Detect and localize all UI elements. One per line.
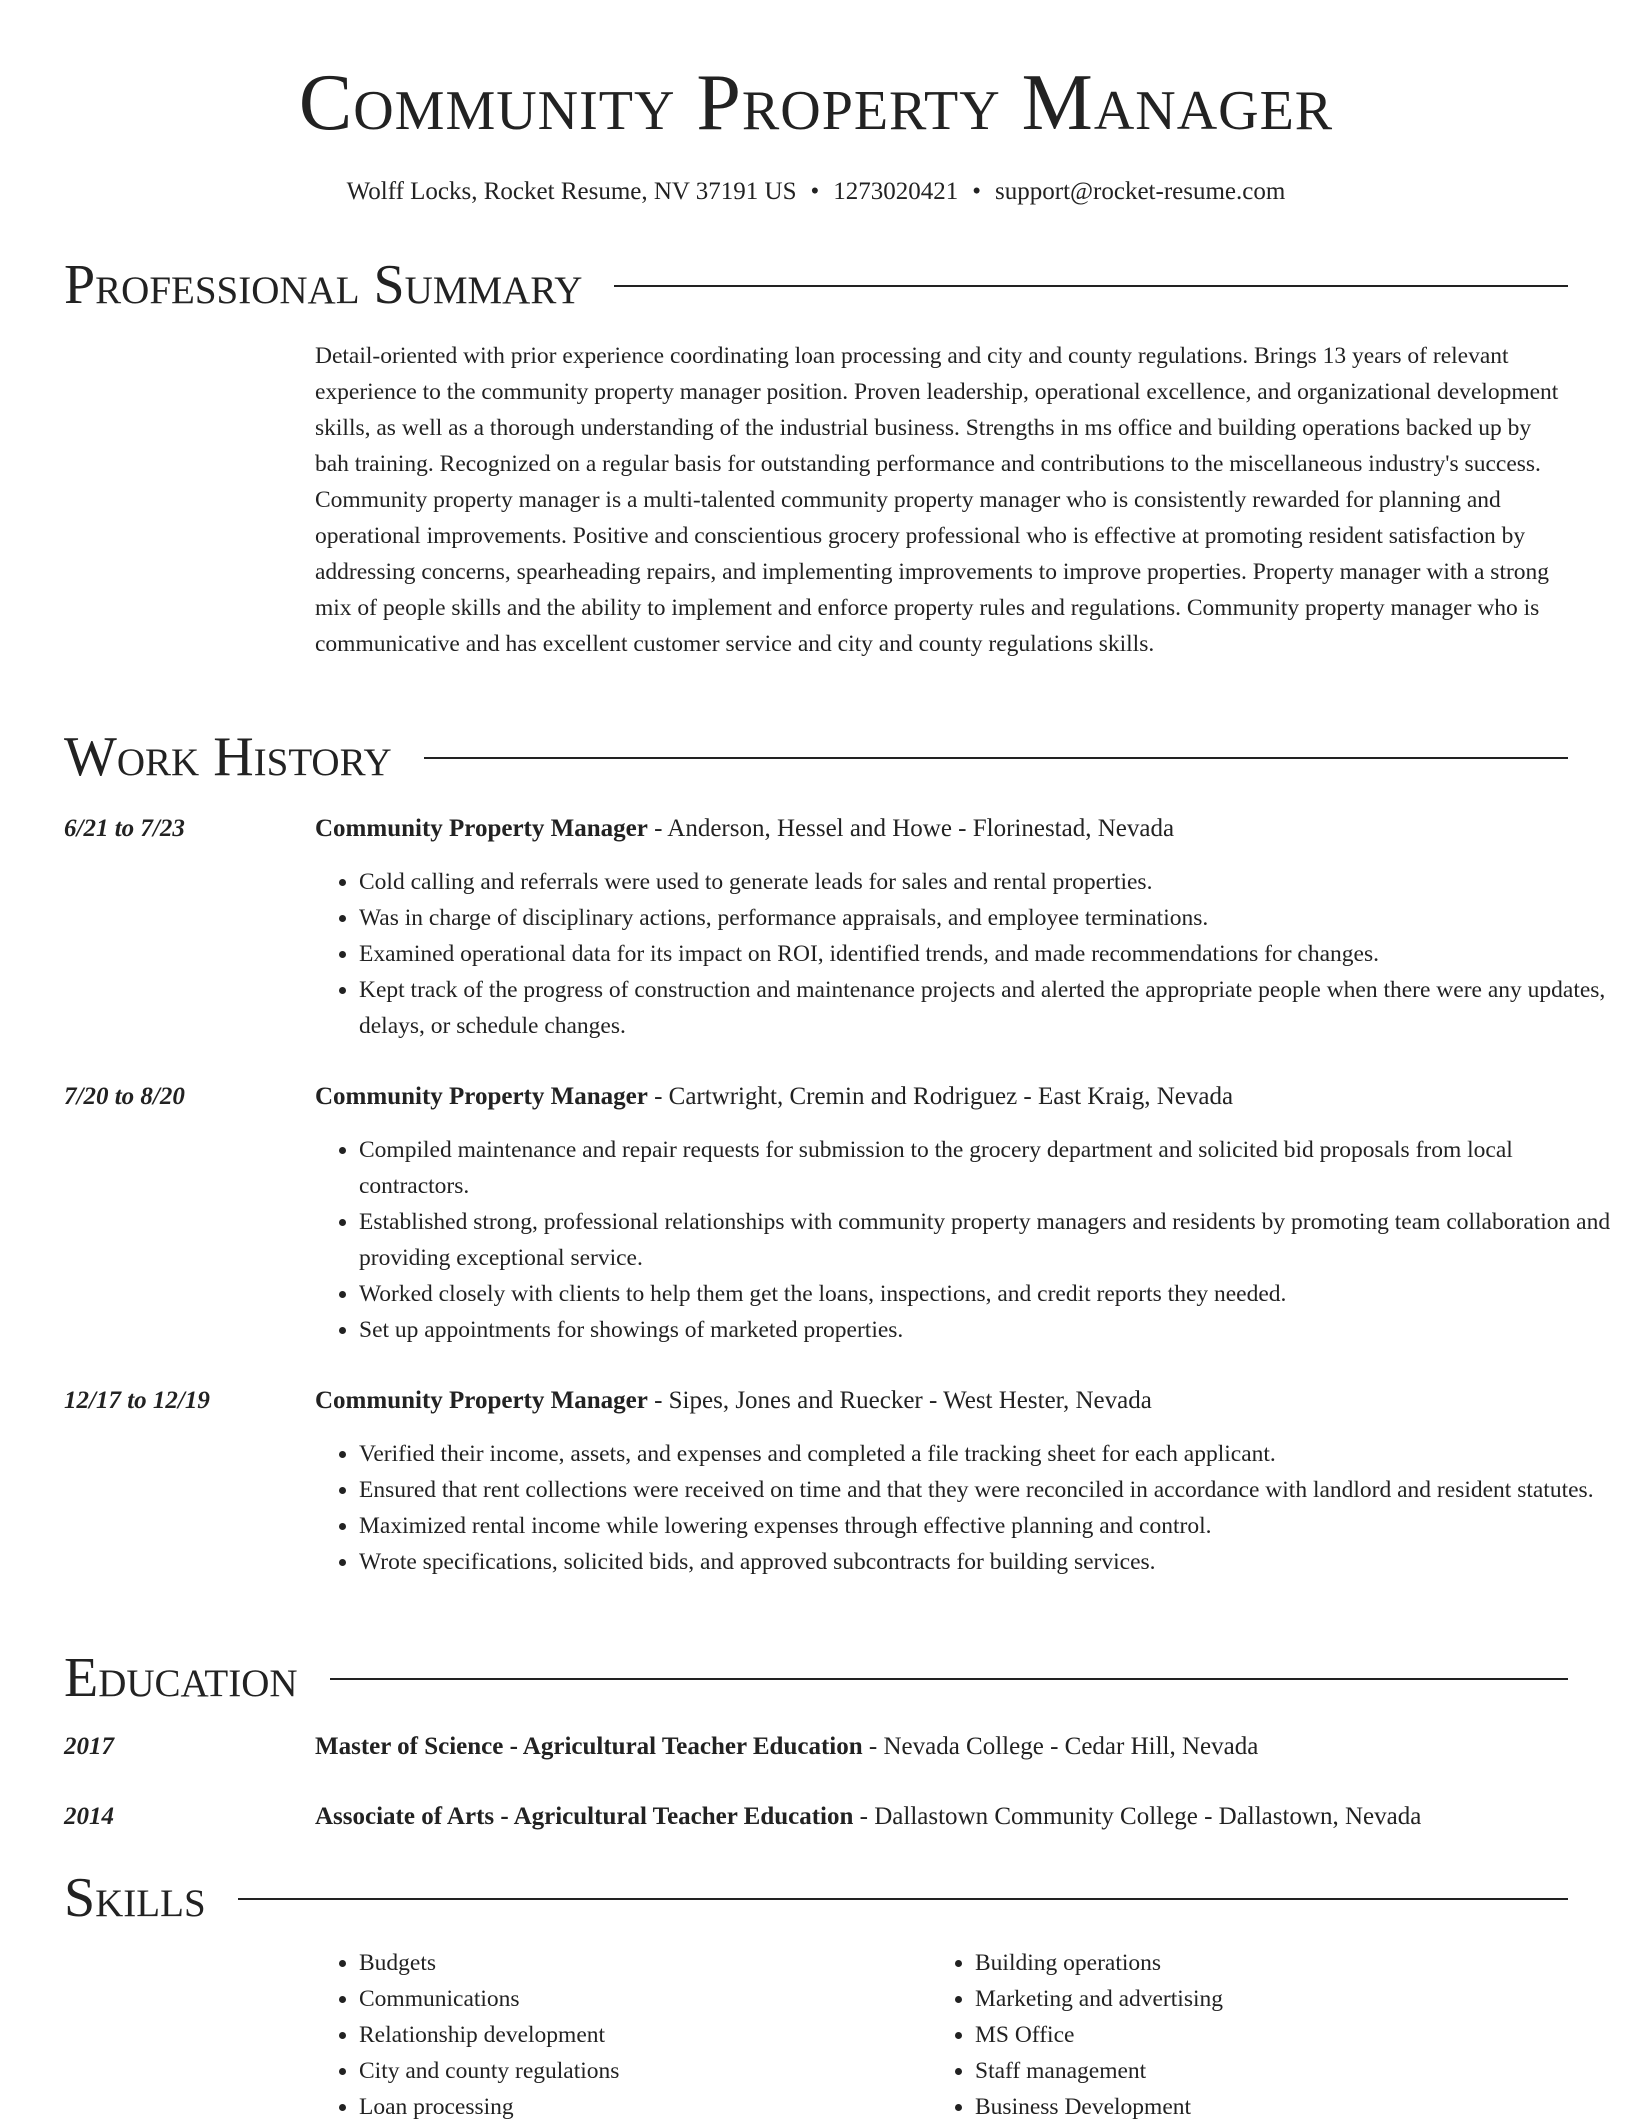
section-title: Work History — [64, 726, 392, 788]
education-date: 2017 — [64, 1733, 114, 1760]
skill-item: • MS Office — [975, 2017, 1575, 2053]
work-bullet: • Was in charge of disciplinary actions, performance appraisals, and employee terminations. — [359, 900, 1612, 936]
section-education — [64, 1645, 1568, 1711]
work-bullet: • Maximized rental income while lowering expenses through effective planning and control. — [359, 1508, 1612, 1544]
skill-item: • Marketing and advertising — [975, 1981, 1575, 2017]
work-bullet: • Cold calling and referrals were used to generate leads for sales and rental properties. — [359, 864, 1612, 900]
work-details: - Anderson, Hessel and Howe - Florinestad, Nevada — [647, 815, 1175, 842]
section-title: Skills — [64, 1867, 206, 1929]
education-degree: Associate of Arts - Agricultural Teacher Education — [315, 1803, 854, 1830]
work-role: Community Property Manager — [315, 1083, 648, 1110]
skill-item: • City and county regulations — [359, 2053, 959, 2089]
education-date: 2014 — [64, 1803, 114, 1830]
work-bullets — [315, 1132, 1612, 1348]
education-degree: Master of Science - Agricultural Teacher Education — [315, 1733, 863, 1760]
skill-item: • Building operations — [975, 1945, 1575, 1981]
work-bullet: • Ensured that rent collections were received on time and that they were reconciled in accordance with landlord and resident statutes. — [359, 1472, 1612, 1508]
section-divider — [330, 1678, 1568, 1680]
resume-title: Community Property Manager — [298, 59, 1334, 147]
contact-email: support@rocket-resume.com — [995, 178, 1286, 205]
work-bullet: • Set up appointments for showings of marketed properties. — [359, 1312, 1612, 1348]
section-divider — [238, 1898, 1568, 1900]
skill-item: • Communications — [359, 1981, 959, 2017]
work-bullet: • Wrote specifications, solicited bids, and approved subcontracts for building services. — [359, 1544, 1612, 1580]
skills-list-right — [931, 1945, 1575, 2125]
education-headline — [315, 1799, 1568, 1835]
work-role: Community Property Manager — [315, 815, 648, 842]
education-headline — [315, 1729, 1568, 1765]
work-date: 7/20 to 8/20 — [64, 1083, 185, 1110]
section-skills — [64, 1865, 1568, 1931]
summary-paragraph: Detail-oriented with prior experience coordinating loan processing and city and county regulations. Brings 13 years of relevant experience to the community property manager position. Proven leadership, operational excellence, and organizational development skills, as well as a thorough understanding of the industrial business. Strengths in ms office and building operations backed up by bah training. Recognized on a regular basis for outstanding performance and contributions to the miscellaneous industry's success. Community property manager is a multi-talented community property manager who is consistently rewarded for planning and operational improvements. Positive and conscientious grocery professional who is effective at promoting resident satisfaction by addressing concerns, spearheading repairs, and implementing improvements to improve properties. Property manager with a strong mix of people skills and the ability to implement and enforce property rules and regulations. Community property manager who is communicative and has excellent customer service and city and county regulations skills. — [315, 343, 1559, 657]
work-bullet: • Established strong, professional relationships with community property managers and residents by promoting team collaboration and providing exceptional service. — [359, 1204, 1612, 1276]
work-details: - Sipes, Jones and Ruecker - West Hester, Nevada — [647, 1387, 1152, 1414]
work-bullet: • Verified their income, assets, and expenses and completed a file tracking sheet for each applicant. — [359, 1436, 1612, 1472]
work-bullet: • Kept track of the progress of construction and maintenance projects and alerted the appropriate people when there were any updates, delays, or schedule changes. — [359, 972, 1612, 1044]
skill-item: • Relationship development — [359, 2017, 959, 2053]
skill-item: • Staff management — [975, 2053, 1575, 2089]
section-title: Education — [64, 1647, 298, 1709]
skill-item: • Business Development — [975, 2089, 1575, 2125]
work-bullets — [315, 1436, 1612, 1580]
section-professional-summary — [64, 252, 1568, 318]
work-role: Community Property Manager — [315, 1387, 648, 1414]
contact-phone: 1273020421 — [833, 178, 959, 205]
contact-separator: • — [972, 178, 982, 205]
work-bullet: • Worked closely with clients to help them get the loans, inspections, and credit reports they needed. — [359, 1276, 1612, 1312]
work-bullet: • Compiled maintenance and repair requests for submission to the grocery department and solicited bid proposals from local contractors. — [359, 1132, 1612, 1204]
work-bullet: • Examined operational data for its impact on ROI, identified trends, and made recommendations for changes. — [359, 936, 1612, 972]
section-title: Professional Summary — [64, 254, 583, 316]
work-date: 6/21 to 7/23 — [64, 815, 185, 842]
education-details: - Nevada College - Cedar Hill, Nevada — [862, 1733, 1259, 1760]
work-headline — [315, 1383, 1568, 1419]
section-work-history — [64, 724, 1568, 790]
work-headline — [315, 811, 1568, 847]
section-divider — [614, 285, 1568, 287]
contact-separator: • — [810, 178, 820, 205]
skill-item: • Budgets — [359, 1945, 959, 1981]
work-details: - Cartwright, Cremin and Rodriguez - East Kraig, Nevada — [647, 1083, 1234, 1110]
education-details: - Dallastown Community College - Dallastown, Nevada — [853, 1803, 1422, 1830]
contact-address: Wolff Locks, Rocket Resume, NV 37191 US — [346, 178, 797, 205]
skill-item: • Loan processing — [359, 2089, 959, 2125]
work-headline — [315, 1079, 1568, 1115]
work-bullets — [315, 864, 1612, 1044]
skills-list-left — [315, 1945, 959, 2125]
contact-line — [64, 172, 1568, 212]
work-date: 12/17 to 12/19 — [64, 1387, 210, 1414]
section-divider — [424, 757, 1568, 759]
